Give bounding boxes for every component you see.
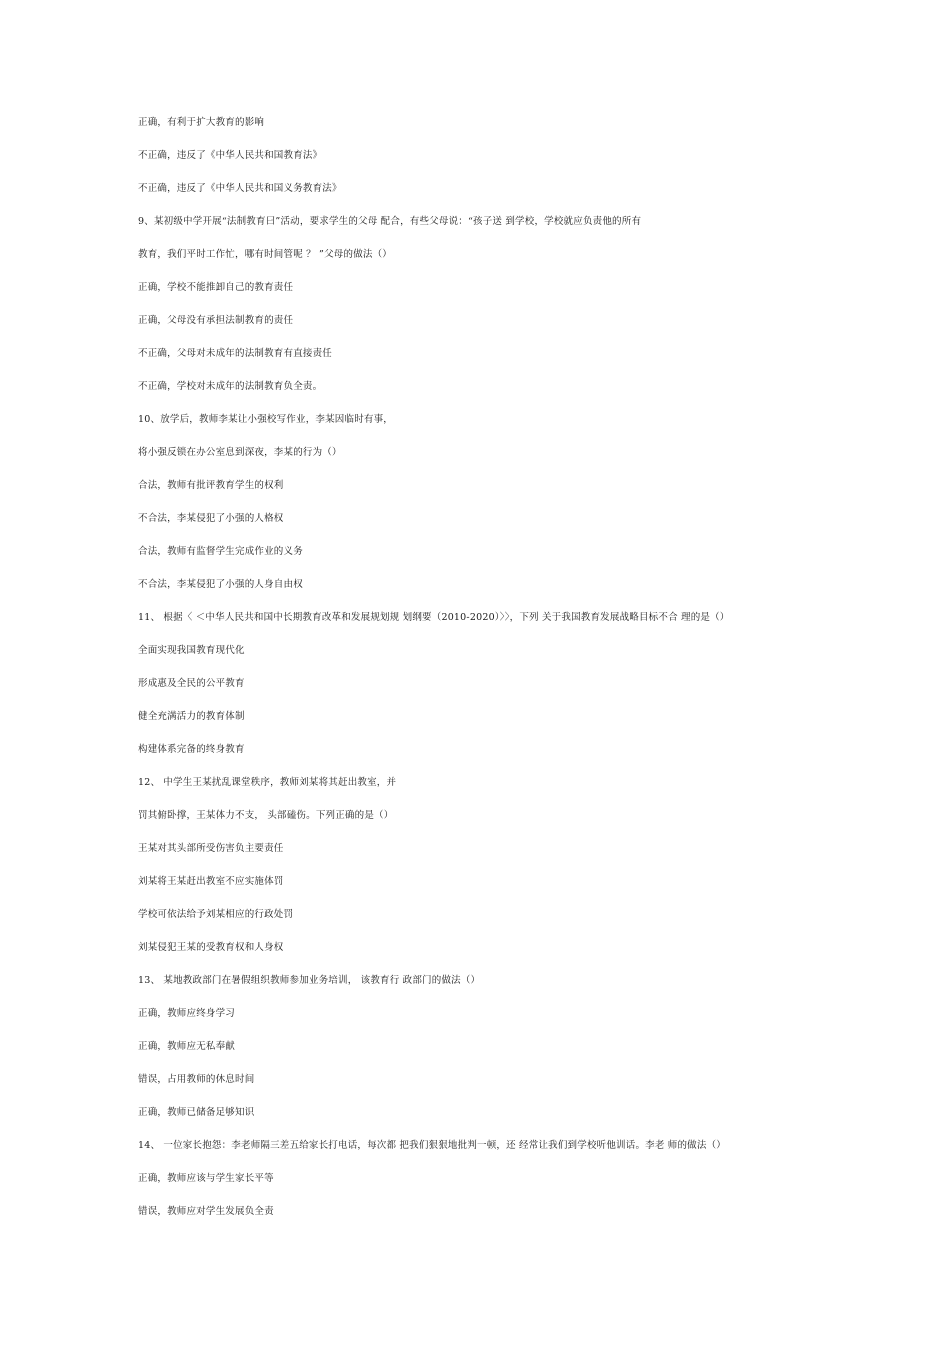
- option-text: 合法，教师有监督学生完成作业的义务: [138, 546, 303, 557]
- question-text: 13、 某地教政部门在暑假组织教师参加业务培训， 该教育行 政部门的做法（）: [138, 975, 481, 986]
- question-text: 11、 根据〈 ＜中华人民共和国中长期教育改革和发展规划规 划纲要（2010-2020）〉〉，下列 关于我国教育发展战略目标不合 理的是（）: [138, 612, 730, 623]
- question-text: 12、 中学生王某扰乱课堂秩序，教师刘某将其赶出教室，并: [138, 777, 397, 788]
- option-text: 形成惠及全民的公平教育: [138, 678, 245, 689]
- question-text: 9、某初级中学开展“法制教育曰”活动，要求学生的父母 配合，有些父母说：“孩子送 到学校，学校就应负责他的所有: [138, 216, 642, 227]
- question-text: 10、放学后，教师李某让小强校写作业，李某因临时有事，: [138, 414, 393, 425]
- option-text: 不正确，父母对未成年的法制教育有直接责任: [138, 348, 333, 359]
- option-text: 学校可依法给予刘某相应的行政处罚: [138, 909, 294, 920]
- option-text: 构建体系完备的终身教育: [138, 744, 245, 755]
- option-text: 刘某将王某赶出教室不应实施体罚: [138, 876, 284, 887]
- option-text: 王某对其头部所受伤害负主要责任: [138, 843, 284, 854]
- option-text: 全面实现我国教育现代化: [138, 645, 245, 656]
- option-text: 正确，学校不能推卸自己的教育责任: [138, 282, 294, 293]
- question-text: 将小强反锁在办公室息到深夜，李某的行为（）: [138, 447, 342, 458]
- option-text: 错误，教师应对学生发展负全责: [138, 1206, 274, 1217]
- option-text: 不合法，李某侵犯了小强的人身自由权: [138, 579, 303, 590]
- question-text: 教育，我们平时工作忙，哪有时间管呢 ？ ”父母的做法（）: [138, 249, 392, 260]
- option-text: 不正确，违反了《中华人民共和国教育法》: [138, 150, 323, 161]
- option-text: 不合法，李某侵犯了小强的人格权: [138, 513, 284, 524]
- option-text: 正确，教师应终身学习: [138, 1008, 236, 1019]
- option-text: 不正确，学校对未成年的法制教育负全责。: [138, 381, 323, 392]
- question-text: 罚其俯卧撑，王某体力不支， 头部磕伤。下列正确的是（）: [138, 810, 394, 821]
- option-text: 正确，父母没有承担法制教育的责任: [138, 315, 294, 326]
- option-text: 正确，教师已储备足够知识: [138, 1107, 255, 1118]
- option-text: 刘某侵犯王某的受教育权和人身权: [138, 942, 284, 953]
- option-text: 合法，教师有批评教育学生的权利: [138, 480, 284, 491]
- option-text: 正确，教师应无私奉献: [138, 1041, 236, 1052]
- option-text: 健全充满活力的教育体制: [138, 711, 245, 722]
- option-text: 正确，有利于扩大教育的影响: [138, 117, 265, 128]
- option-text: 错误，占用教师的休息时间: [138, 1074, 255, 1085]
- question-text: 14、 一位家长抱怨：李老师隔三差五给家长打电话，每次都 把我们狠狠地批判一顿，还 经常让我们到学校听他训话。李老 师的做法（）: [138, 1140, 726, 1151]
- option-text: 正确，教师应该与学生家长平等: [138, 1173, 274, 1184]
- document-body: [138, 116, 818, 1238]
- option-text: 不正确，违反了《中华人民共和国义务教育法》: [138, 183, 342, 194]
